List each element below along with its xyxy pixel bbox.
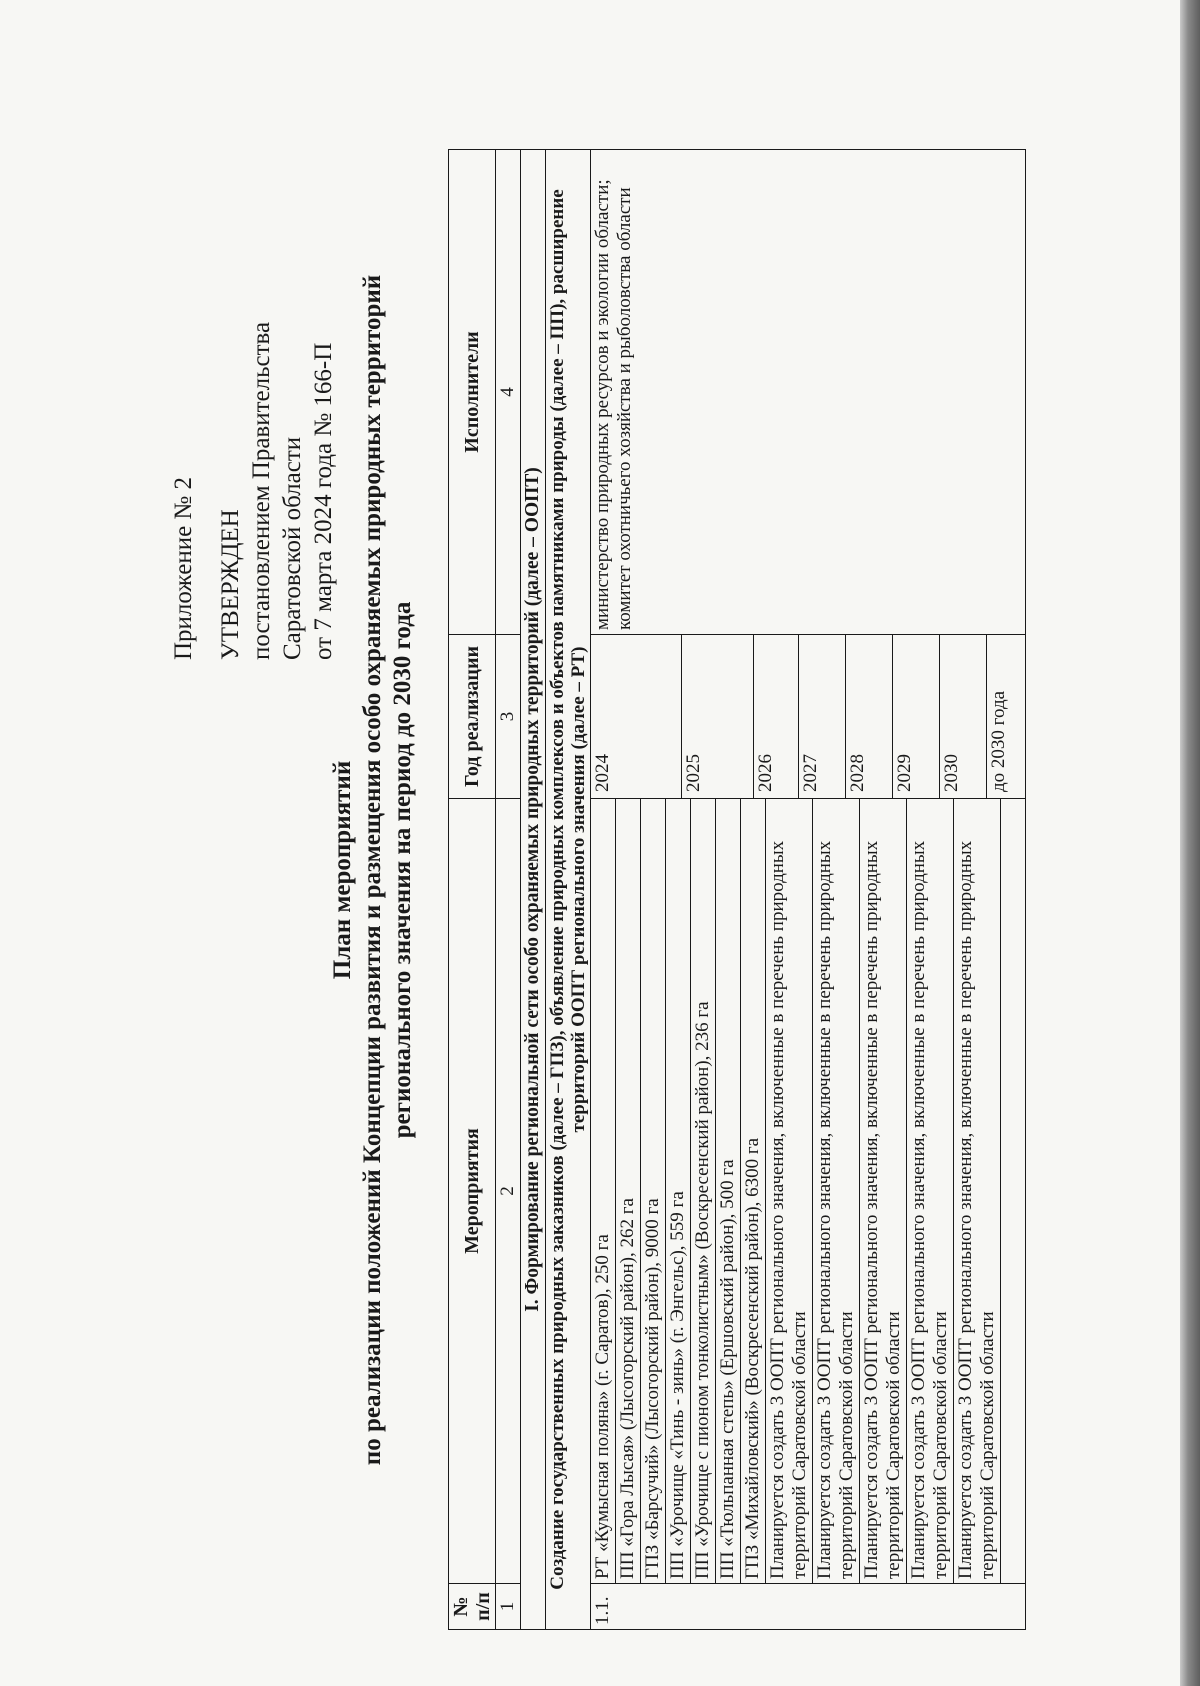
header-number-1: 1 [496, 1584, 521, 1630]
section-row [521, 150, 546, 1630]
title-line-2: по реализации положений Концепции развития и размещения особо охраняемых природных территорий [359, 274, 386, 1466]
executors-cell: министерство природных ресурсов и экологии области; комитет охотничьего хозяйства и рыболовства области [591, 150, 1026, 635]
document-page [10, 0, 1180, 1670]
year-value: 2028 [846, 635, 893, 798]
approval-line-3: от 7 марта 2024 года № 166-П [310, 342, 337, 660]
header-number-4: 4 [496, 150, 521, 635]
events-cell [591, 799, 1026, 1584]
header-events: Мероприятия [449, 799, 496, 1584]
year-value: 2027 [799, 635, 846, 798]
header-year: Год реализации [449, 635, 496, 799]
approval-line-1: постановлением Правительства [248, 321, 275, 660]
list-item: РТ «Кумысная поляна» (г. Саратов), 250 га [591, 799, 616, 1583]
table-header-row [449, 150, 496, 1630]
approval-block [168, 100, 339, 660]
year-value: 2024 [591, 635, 682, 798]
approval-line-2: Саратовской области [279, 436, 306, 660]
appendix-label: Приложение № 2 [170, 476, 197, 660]
list-item: Планируется создать 3 ООПТ регионального значения, включенные в перечень природных территорий Саратовской области [860, 799, 907, 1583]
list-item: Планируется создать 3 ООПТ регионального значения, включенные в перечень природных территорий Саратовской области [907, 799, 954, 1583]
header-num: № п/п [449, 1584, 496, 1630]
header-numbers-row [496, 150, 521, 1630]
year-value: 2025 [682, 635, 754, 798]
title-line-3: регионального значения на период до 2030 года [389, 601, 416, 1139]
header-number-2: 2 [496, 799, 521, 1584]
plan-table [448, 149, 1026, 1630]
year-value: 2026 [754, 635, 799, 798]
subsection-title: Создание государственных природных заказников (далее – ГПЗ), объявление природных комплексов и объектов памятниками природы (далее – ПП), расширение территорий ООПТ регионального значения (далее – РТ) [546, 150, 591, 1630]
list-item: Планируется создать 3 ООПТ регионального значения, включенные в перечень природных территорий Саратовской области [954, 799, 1001, 1583]
table-row [591, 150, 1026, 1630]
year-value: до 2030 года [988, 690, 1009, 792]
list-item: ПП «Гора Лысая» (Лысогорский район), 262 га [616, 799, 641, 1583]
scan-edge [1180, 0, 1200, 1686]
list-item: ПП «Урочище с пионом тонколистным» (Воскресенский район), 236 га [691, 799, 716, 1583]
list-item: ПП «Тюльпанная степь» (Ершовский район), 500 га [716, 799, 741, 1583]
title-line-1: План мероприятий [329, 760, 356, 980]
header-executors: Исполнители [449, 150, 496, 635]
row-number: 1.1. [592, 1596, 613, 1625]
section-title: I. Формирование региональной сети особо охраняемых природных территорий (далее – ООПТ) [521, 150, 546, 1630]
year-value: 2029 [893, 635, 940, 798]
list-item: ПП «Урочище «Тинь - зинь» (г. Энгельс), 559 га [666, 799, 691, 1583]
row-number-cell [591, 1584, 1026, 1630]
approved-label: УТВЕРЖДЕН [217, 509, 244, 660]
list-item-empty [1001, 799, 1025, 1583]
list-item: Планируется создать 3 ООПТ регионального значения, включенные в перечень природных территорий Саратовской области [766, 799, 813, 1583]
list-item: Планируется создать 3 ООПТ регионального значения, включенные в перечень природных территорий Саратовской области [813, 799, 860, 1583]
list-item: ГПЗ «Михайловский» (Воскресенский район), 6300 га [741, 799, 766, 1583]
subsection-row [546, 150, 591, 1630]
year-value: 2030 [940, 635, 987, 798]
header-number-3: 3 [496, 635, 521, 799]
document-title [328, 130, 418, 1610]
years-cell [591, 635, 1026, 799]
list-item: ГПЗ «Барсучий» (Лысогорский район), 9000 га [641, 799, 666, 1583]
